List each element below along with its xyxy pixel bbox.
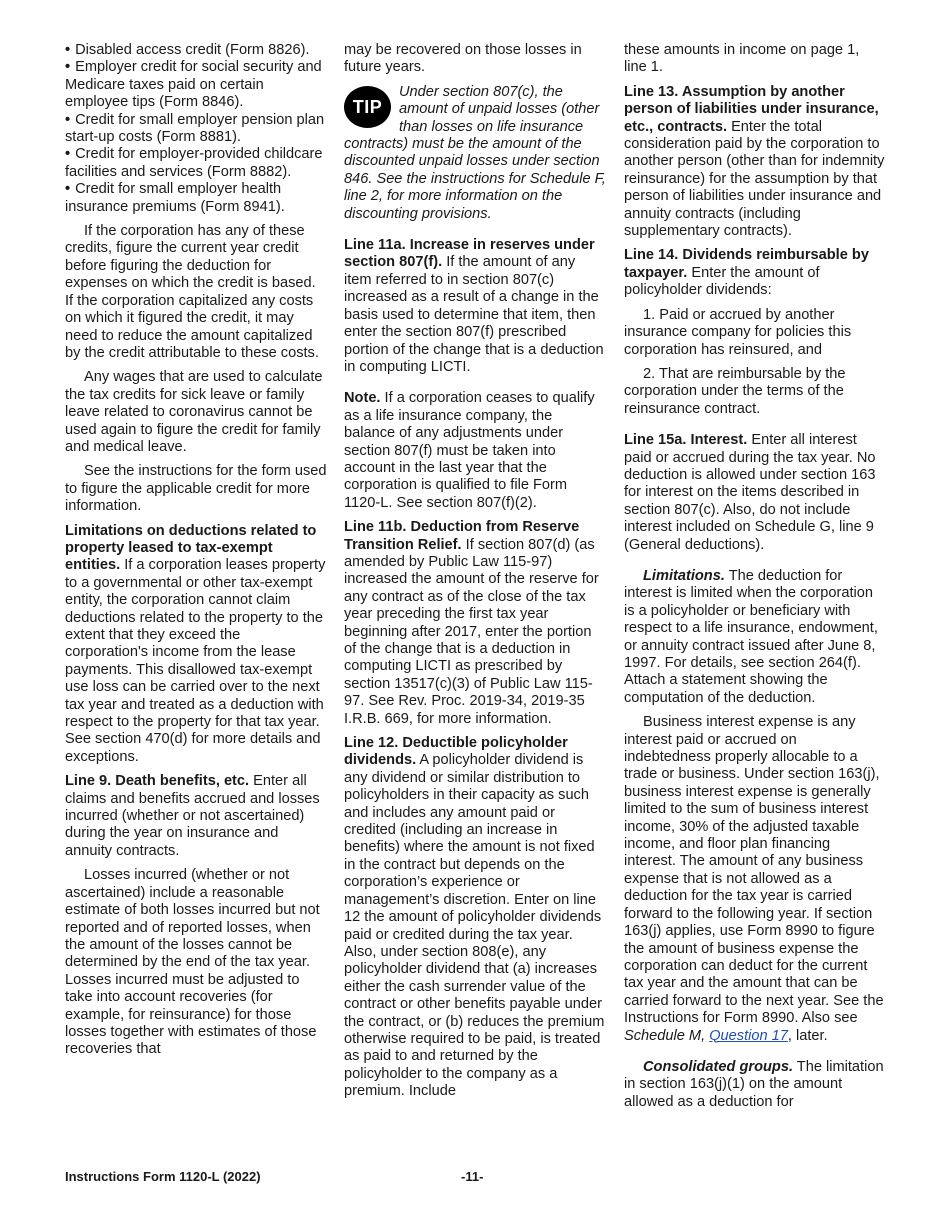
page-number: -11- [461, 1169, 484, 1184]
section-line-9 [65, 773, 327, 860]
numbered-item: 1. Paid or accrued by another insurance company for policies this corporation has reinsured, and [624, 306, 852, 358]
section-line-14 [624, 247, 886, 299]
note [344, 390, 606, 512]
section-text: Enter the amount of policyholder dividends: [624, 264, 820, 299]
section-heading: Line 14. Dividends reimbursable by taxpayer. [624, 247, 869, 281]
section-line-12 [344, 735, 606, 1101]
section-consolidated-groups [624, 1059, 886, 1111]
section-line-15a [624, 432, 886, 554]
section-heading: Line 11a. Increase in reserves under section 807(f). [344, 237, 595, 271]
section-limitations [624, 568, 886, 707]
section-heading: Limitations on deductions related to property leased to tax-exempt entities. [65, 522, 317, 574]
section-line-13 [624, 84, 886, 241]
section-text: A policyholder dividend is any dividend or similar distribution to policyholders in their capacity as such and includes any amount paid or credited (including an increase in benefits) where the amount is not fixed in the contract but depends on the corporation’s experience or management’s discretion. Enter on line 12 the amount of policyholder dividends paid or credited during the tax year. Also, under section 808(e), any policyholder dividend that (a) increases either the cash surrender value of the contract or other benefits payable under the contract, or (b) reduces the premium otherwise required to be paid, is treated as paid to and returned by the policyholder to the company as a premium. Include [344, 752, 605, 1100]
note-text: If a corporation ceases to qualify as a life insurance company, the balance of any adjustments under section 807(f) must be taken into account in the last year that the corporation is qualified to file Form 1120-L. See section 807(f)(2). [344, 390, 595, 511]
numbered-item: 2. That are reimbursable by the corporation under the terms of the reinsurance contract. [624, 365, 846, 417]
section-text: The limitation in section 163(j)(1) on the amount allowed as a deduction for [624, 1058, 884, 1110]
section-heading: Line 13. Assumption by another person of liabilities under insurance, etc., contracts. [624, 83, 879, 135]
paragraph: these amounts in income on page 1, line 1. [624, 42, 860, 76]
section-line-11b [344, 519, 606, 728]
section-text: If the amount of any item referred to in section 807(c) increased as a result of a change in the basis used to determine that item, then enter the section 807(f) prescribed portion of the change that is a deduction in computing LICTI. [344, 254, 604, 375]
section-text: Enter all claims and benefits accrued and losses incurred (whether or not ascertained) during the year on insurance and annuity contracts. [65, 773, 320, 859]
section-heading: Line 12. Deductible policyholder dividends. [344, 735, 568, 769]
bullet-item: • Credit for employer-provided childcare facilities and services (Form 8882). [65, 146, 327, 181]
bullet-item: • Employer credit for social security and Medicare taxes paid on certain employee tips (Form 8846). [65, 59, 327, 111]
section-text: Enter the total consideration paid by the corporation to another person (other than for indemnity reinsurance) for the assumption by that person of liabilities under insurance and annuity contracts (including supplementary contracts). [624, 118, 885, 240]
paragraph-text: Business interest expense is any interest paid or accrued on indebtedness properly allocable to a trade or business. Under section 163(j), business interest expense is generally limited to the sum of business interest income, 30% of the adjusted taxable income, and floor plan financing interest. The amount of any business expense that is not allowed as a deduction for the tax year is carried forward to the following year. If section 163(j) applies, use Form 8990 to figure the amount of business expense the corporation can deduct for the current tax year and the amount that can be carried forward to the next year. See the Instructions for Form 8990. Also see [624, 714, 884, 1027]
section-text: If section 807(d) (as amended by Public Law 115-97) increased the amount of the reserve for any contract as of the close of the tax year preceding the first tax year beginning after 2017, enter the portion of the change that is a deduction in computing LICTI as prescribed by section 13517(c)(3) of Public Law 115-97. See Rev. Proc. 2019-34, 2019-35 I.R.B. 669, for more information. [344, 536, 599, 727]
footer-form-title: Instructions Form 1120-L (2022) [65, 1169, 261, 1184]
paragraph: If the corporation has any of these credits, figure the current year credit before figuring the deduction for expenses on which the credit is based. If the corporation capitalized any costs on which it figured the credit, it may need to reduce the amount capitalized by the credit attributable to these costs. [65, 223, 319, 361]
section-heading: Line 11b. Deduction from Reserve Transition Relief. [344, 519, 580, 553]
column-1 [65, 42, 327, 1066]
section-line-11a [344, 237, 606, 376]
section-tax-exempt-lease [65, 523, 327, 767]
column-3 [624, 42, 886, 1118]
tip-box [344, 84, 606, 223]
tip-text: Under section 807(c), the amount of unpaid losses (other than losses on life insurance contracts) must be the amount of the discounted unpaid losses under section 846. See the instructions for Schedule F, line 2, for more information on the discounting provisions. [344, 83, 606, 222]
bullet-item: • Credit for small employer health insurance premiums (Form 8941). [65, 181, 327, 216]
subsection-heading: Consolidated groups. [643, 1058, 793, 1075]
paragraph: Losses incurred (whether or not ascertained) include a reasonable estimate of both losses incurred but not reported and of reported losses, when the amount of the losses cannot be determined by the end of the tax year. Losses incurred must be adjusted to take into account recoveries (for example, for reinsurance) for those losses together with estimates of those recoveries that [65, 867, 320, 1058]
section-text: The deduction for interest is limited when the corporation is a policyholder or beneficiary with respect to a life insurance, endowment, or annuity contract issued after June 8, 1997. For details, see section 264(f). Attach a statement showing the computation of the deduction. [624, 567, 878, 706]
schedule-reference: Schedule M, [624, 1027, 706, 1044]
question-17-link[interactable]: Question 17 [709, 1027, 788, 1044]
paragraph-text: , later. [787, 1027, 828, 1044]
column-2 [344, 42, 606, 1108]
section-heading: Line 9. Death benefits, etc. [65, 773, 250, 790]
paragraph: may be recovered on those losses in future years. [344, 42, 582, 76]
subsection-heading: Limitations. [643, 567, 725, 584]
tip-icon: TIP [344, 86, 391, 128]
bullet-item: • Credit for small employer pension plan start-up costs (Form 8881). [65, 112, 327, 147]
paragraph-business-interest [624, 714, 886, 1045]
note-heading: Note. [344, 390, 381, 407]
paragraph: Any wages that are used to calculate the tax credits for sick leave or family leave related to coronavirus cannot be used again to figure the credit for family and medical leave. [65, 369, 323, 455]
bullet-item: • Disabled access credit (Form 8826). [65, 42, 327, 59]
section-text: Enter all interest paid or accrued during the tax year. No deduction is allowed under section 163 for interest on the items described in section 807(c). Also, do not include interest included on Schedule G, line 9 (General deductions). [624, 432, 876, 553]
section-text: If a corporation leases property to a governmental or other tax-exempt entity, the corporation cannot claim deductions related to the property to the extent that they exceed the corporation's income from the lease payments. This disallowed tax-exempt use loss can be carried over to the next tax year and treated as a deduction with respect to the property for that tax year. See section 470(d) for more details and exceptions. [65, 557, 326, 765]
section-heading: Line 15a. Interest. [624, 432, 748, 449]
paragraph: See the instructions for the form used to figure the applicable credit for more information. [65, 463, 327, 515]
